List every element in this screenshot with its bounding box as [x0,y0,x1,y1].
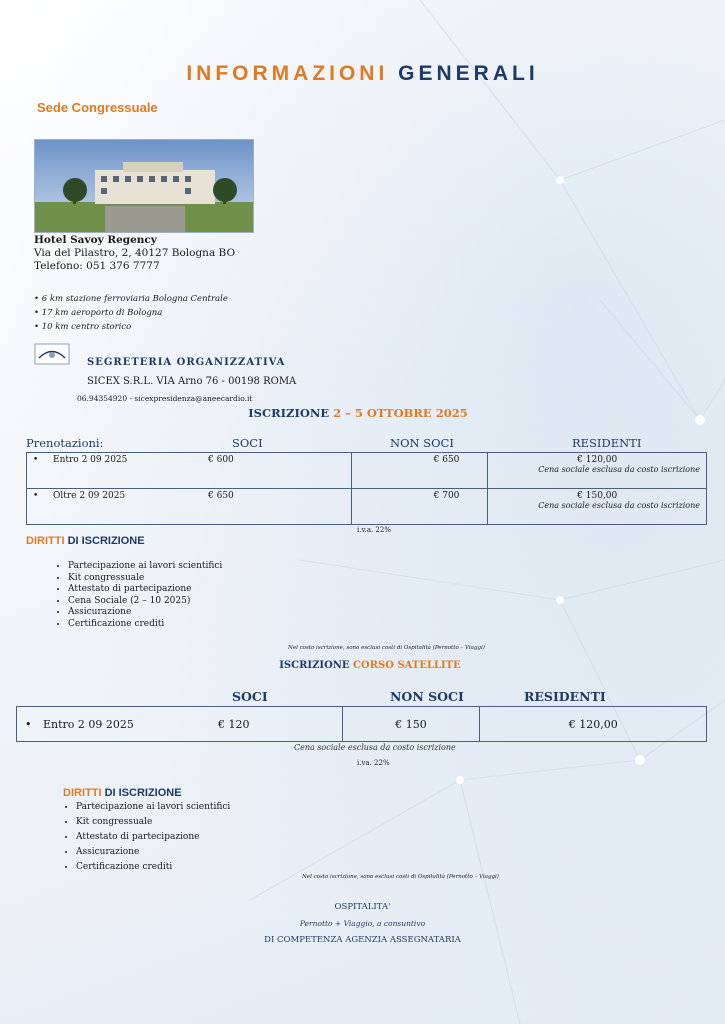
table-cell: • Entro 2 09 2025 € 600 [27,453,352,489]
satellite-title: ISCRIZIONE CORSO SATELLITE [279,660,461,671]
hotel-address: Via del Pilastro, 2, 40127 Bologna BO [34,247,236,259]
table-cell: € 150,00 Cena sociale esclusa da costo iscrizione [488,489,707,525]
distance-list [34,292,228,334]
vat-note: i.v.a. 22% [357,526,391,534]
sat-col-soci-header: SOCI [232,689,268,704]
sat-col-non-soci-header: NON SOCI [390,689,464,704]
table-cell: € 120,00 Cena sociale esclusa da costo iscrizione [488,453,707,489]
page-title: INFORMAZIONI GENERALI [186,62,539,85]
table-cell: • Oltre 2 09 2025 € 650 [27,489,352,525]
hotel-info [34,234,235,273]
list-item: • Certificazione crediti [68,619,222,631]
satellite-excluded-note: Nel costo iscrizione, sono esclusi costi di Ospitalità (Pernotto – Viaggi) [302,874,499,880]
list-item: • Assicurazione [68,607,222,619]
hotel-photo [34,139,254,233]
rights-list [46,561,222,630]
secretariat-logo [34,343,70,365]
table-row [17,707,707,742]
hotel-phone: Telefono: 051 376 7777 [34,260,160,272]
sat-col-residenti-header: RESIDENTI [524,689,606,704]
col-soci-header: SOCI [232,436,263,450]
list-item: • Assicurazione [76,845,230,860]
table-row [27,489,707,525]
table-row [27,453,707,489]
hospitality-title: OSPITALITA' [334,902,391,912]
satellite-vat: i.va. 22% [357,759,390,767]
table-cell: • Entro 2 09 2025 € 120 [17,707,343,742]
list-item: • Kit congressuale [76,815,230,830]
table-cell: € 120,00 [480,707,707,742]
venue-heading: Sede Congressuale [37,100,158,115]
list-item: • Attestato di partecipazione [76,830,230,845]
satellite-note: Cena sociale esclusa da costo iscrizione [294,743,456,752]
registration-title: ISCRIZIONE 2 – 5 OTTOBRE 2025 [248,406,468,420]
distance-item: • 6 km stazione ferroviaria Bologna Centrale [34,294,228,304]
col-residenti-header: RESIDENTI [572,436,642,450]
list-item: • Partecipazione ai lavori scientifici [76,800,230,815]
distance-item: • 17 km aeroporto di Bologna [34,308,163,318]
secretariat-address: SICEX S.R.L. VIA Arno 76 - 00198 ROMA [87,376,297,387]
satellite-rights-list [54,800,230,875]
list-item: • Partecipazione ai lavori scientifici [68,561,222,573]
list-item: • Attestato di partecipazione [68,584,222,596]
col-non-soci-header: NON SOCI [390,436,454,450]
list-item: • Cena Sociale (2 – 10 2025) [68,596,222,608]
list-item: • Certificazione crediti [76,860,230,875]
table-cell: € 700 [351,489,488,525]
hospitality-footer: DI COMPETENZA AGENZIA ASSEGNATARIA [264,935,461,945]
hotel-name: Hotel Savoy Regency [34,234,157,246]
satellite-rights-heading: DIRITTI DI ISCRIZIONE [63,787,182,799]
distance-item: • 10 km centro storico [34,322,132,332]
rights-heading: DIRITTI DI ISCRIZIONE [26,535,145,547]
list-item: • Kit congressuale [68,573,222,585]
hospitality-subtitle: Pernotto + Viaggio, a consuntivo [299,919,426,928]
satellite-table [16,706,707,742]
bookings-label: Prenotazioni: [26,436,104,450]
table-cell: € 650 [351,453,488,489]
secretariat-contact: 06.94354920 - sicexpresidenza@aneecardio.it [77,394,253,403]
excluded-note: Nel costo iscrizione, sono esclusi costi di Ospitalità (Pernotto – Viaggi) [288,645,485,651]
table-cell: € 150 [342,707,480,742]
registration-table [26,452,707,525]
secretariat-title: SEGRETERIA ORGANIZZATIVA [87,357,286,368]
